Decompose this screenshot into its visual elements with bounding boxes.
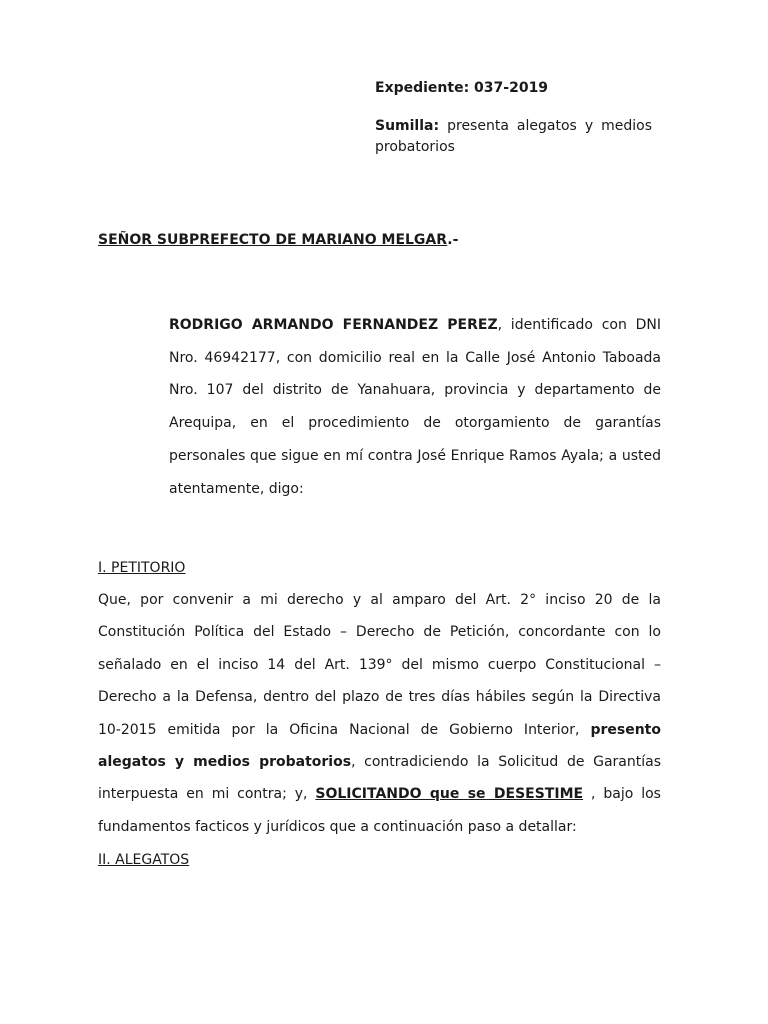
petitorio-text-c: , bajo los fundamentos facticos y jurídicos que a continuación paso a detallar: bbox=[98, 786, 661, 835]
expediente-number: Expediente: 037-2019 bbox=[375, 80, 549, 96]
petitorio-bold-a: presento alegatos y medios probatorios bbox=[98, 721, 661, 771]
addressee-name: SEÑOR SUBPREFECTO DE MARIANO MELGAR bbox=[98, 232, 448, 248]
addressee bbox=[98, 230, 458, 250]
intro-paragraph bbox=[169, 309, 661, 505]
petitorio-paragraph bbox=[98, 584, 661, 843]
addressee-suffix: .- bbox=[447, 232, 459, 248]
petitioner-name: RODRIGO ARMANDO FERNANDEZ PEREZ bbox=[169, 317, 498, 333]
petitorio-bold-b: SOLICITANDO que se DESESTIME bbox=[315, 786, 584, 803]
section-heading-petitorio: I. PETITORIO bbox=[98, 560, 186, 576]
sumilla bbox=[375, 116, 652, 158]
sumilla-label: Sumilla: bbox=[375, 118, 440, 134]
intro-text: , identificado con DNI Nro. 46942177, con domicilio real en la Calle José Antonio Taboada Nro. 107 del distrito de Yanahuara, provincia y departamento de Arequipa, en el procedimiento de otorgamiento de garantías personales que sigue en mí contra José Enrique Ramos Ayala; a usted atentamente, digo: bbox=[169, 317, 661, 497]
section-heading-alegatos: II. ALEGATOS bbox=[98, 852, 190, 868]
petitorio-text-b: , contradiciendo la Solicitud de Garantías interpuesta en mi contra; y, bbox=[98, 754, 661, 803]
sumilla-block bbox=[375, 78, 652, 158]
petitorio-text-a: Que, por convenir a mi derecho y al amparo del Art. 2° inciso 20 de la Constitución Política del Estado – Derecho de Petición, concordante con lo señalado en el inciso 14 del Art. 139° del mismo cuerpo Constitucional – Derecho a la Defensa, dentro del plazo de tres días hábiles según la Directiva 10-2015 emitida por la Oficina Nacional de Gobierno Interior, bbox=[98, 592, 661, 738]
sumilla-text: presenta alegatos y medios probatorios bbox=[375, 118, 652, 155]
